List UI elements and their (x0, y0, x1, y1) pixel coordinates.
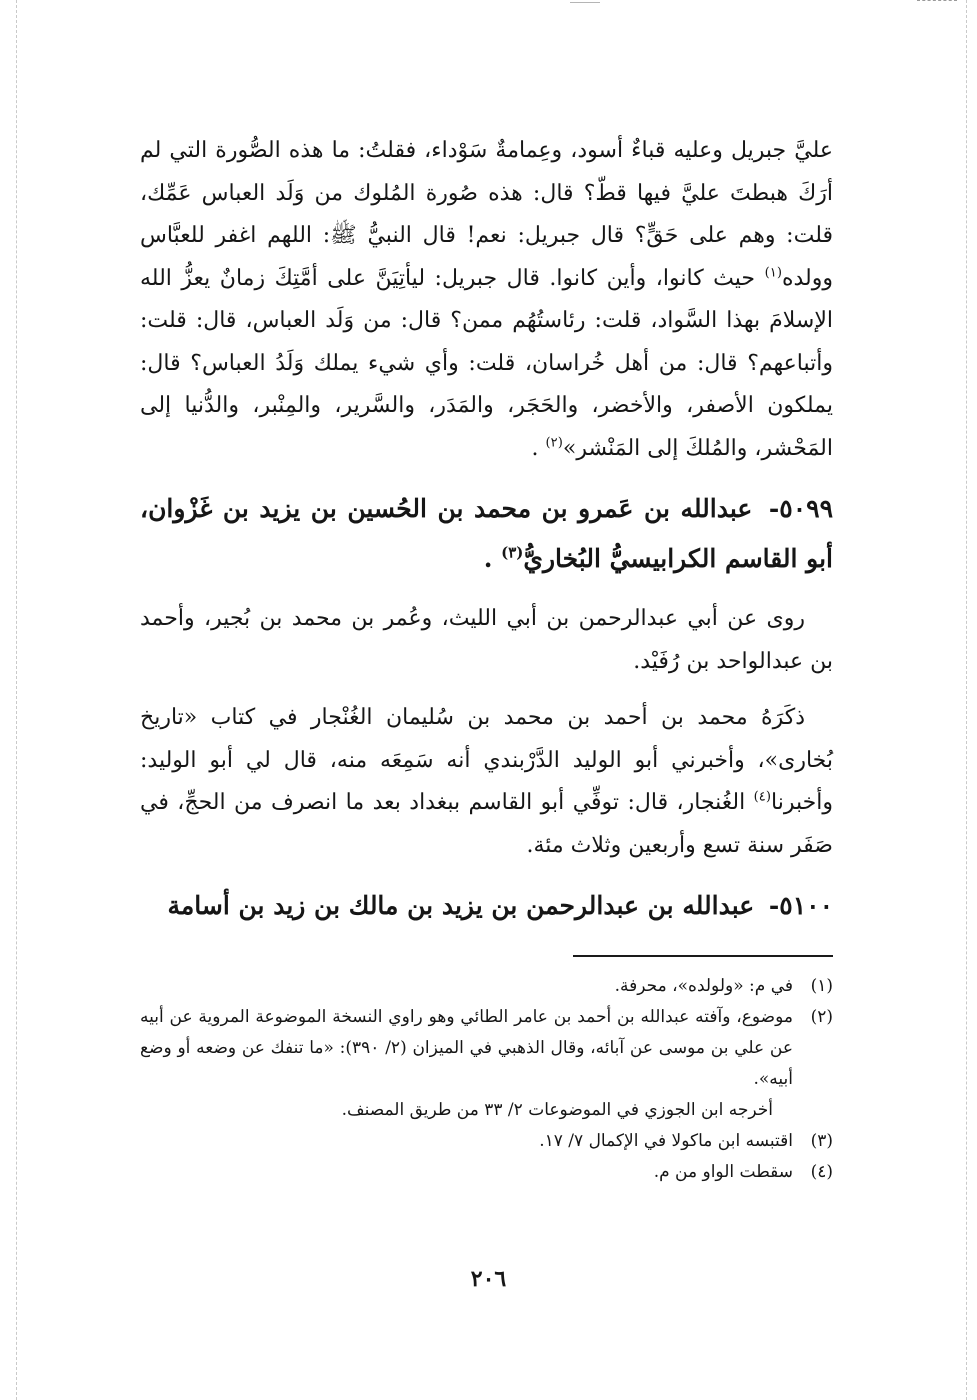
entry-number: ٥١٠٠- (768, 891, 833, 920)
entry-title-end: . (483, 544, 502, 573)
spacer (140, 470, 833, 484)
scan-margin-line (966, 0, 967, 1400)
footnote-4 (140, 1157, 833, 1188)
footnote-1 (140, 971, 833, 1002)
footnote-ref: (٣) (501, 543, 524, 562)
paragraph-text: . (531, 435, 546, 461)
paragraph-text: عليَّ جبريل وعليه قباءٌ أسود، وعِمامةٌ سَوْداء، فقلتُ: ما هذه الصُّورة التي لم أرَكَ هبطتَ عليَّ فيها قطّ؟ قال: هذه صُورة المُلوك من وَلَد العباس عَمِّك، قلت: وهم على حَقٍّ؟ قال جبريل: نعم! قال النبيُّ ﷺ: اللهم اغفر للعبَّاس وولده (140, 138, 833, 291)
paragraph-text: ذكَرَهُ محمد بن أحمد بن محمد بن سُليمان الغُنْجار في كتاب «تاريخ بُخارى»، وأخبرني أبو الوليد الدَّرْبندي أنه سَمِعَه منه، قال لي أبو الوليد: وأخبرنا (140, 705, 833, 815)
paragraph-text: روى عن أبي عبدالرحمن بن أبي الليث، وعُمر بن محمد بن بُجير، وأحمد بن عبدالواحد بن رُفَيْد. (140, 606, 833, 674)
page-body (140, 130, 833, 1188)
footnote-text: موضوع، وآفته عبدالله بن أحمد بن عامر الطائي وهو راوي النسخة الموضوعة المروية عن أبيه عن علي بن موسى عن آبائه، وقال الذهبي في الميزان (٢/ ٣٩٠): «ما تنفك عن وضعه أو وضع أبيه». (140, 1007, 793, 1089)
spacer (140, 584, 833, 598)
footnote-3 (140, 1126, 833, 1157)
entry-heading-5099 (140, 484, 833, 584)
entry-title: عبدالله بن عبدالرحمن بن يزيد بن مالك بن زيد بن أسامة (167, 891, 755, 920)
entry-heading-5100 (140, 881, 833, 931)
footnote-text: سقطت الواو من م. (653, 1162, 793, 1182)
paragraph-narrators (140, 598, 833, 683)
footnote-2-continuation: أخرجه ابن الجوزي في الموضوعات ٢/ ٣٣ من طريق المصنف. (341, 1100, 773, 1120)
footnote-number: (٤) (810, 1162, 833, 1182)
footnotes (140, 971, 833, 1188)
paragraph-text: الغُنجار، قال: توفِّي أبو القاسم ببغداد بعد ما انصرف من الحجِّ، في صَفَر سنة تسع وأربعين وثلاث مئة. (140, 790, 833, 858)
entry-title: عبدالله بن عَمرو بن محمد بن الحُسين بن يزيد بن غَزْوان، أبو القاسم الكرابيسيُّ البُخاريُّ (140, 494, 833, 573)
footnote-text: اقتبسه ابن ماكولا في الإكمال ٧/ ١٧. (539, 1131, 793, 1151)
footnote-ref: (٢) (545, 435, 563, 451)
footnote-text: في م: «ولولده»، محرفة. (614, 976, 793, 996)
footnote-ref: (١) (764, 265, 782, 281)
footnote-number: (٣) (810, 1131, 833, 1151)
footnote-ref: (٤) (753, 789, 772, 805)
footnote-number: (٢) (810, 1007, 833, 1027)
scan-edge-mark (917, 0, 957, 1)
footnote-number: (١) (810, 976, 833, 996)
footnote-separator (573, 955, 833, 957)
footnote-2 (140, 1002, 833, 1095)
scan-margin-line (16, 0, 17, 1400)
paragraph-text: حيث كانوا، وأين كانوا. قال جبريل: ليأتِيَنَّ على أمَّتِكَ زمانٌ يعزُّ الله الإسلامَ بهذا السَّواد، قلت: رئاستُهُم ممن؟ قال: من وَلَد العباس، قال: قلت: وأتباعهم؟ قال: من أهل خُراسان، قلت: وأي شيء يملك وَلَدُ العباس؟ قال: يملكون الأصفر، والأخضر، والحَجَر، والمَدَر، والسَّرير، والمِنْبر، والدُّنيا إلى المَحْشر، والمُلكَ إلى المَنْشر» (140, 265, 833, 461)
paragraph-biography (140, 697, 833, 867)
scan-edge-mark (570, 2, 600, 3)
entry-number: ٥٠٩٩- (768, 494, 833, 523)
page-number: ٢٠٦ (470, 1266, 507, 1292)
spacer (140, 683, 833, 697)
spacer (140, 867, 833, 881)
paragraph-hadith-continuation (140, 130, 833, 470)
